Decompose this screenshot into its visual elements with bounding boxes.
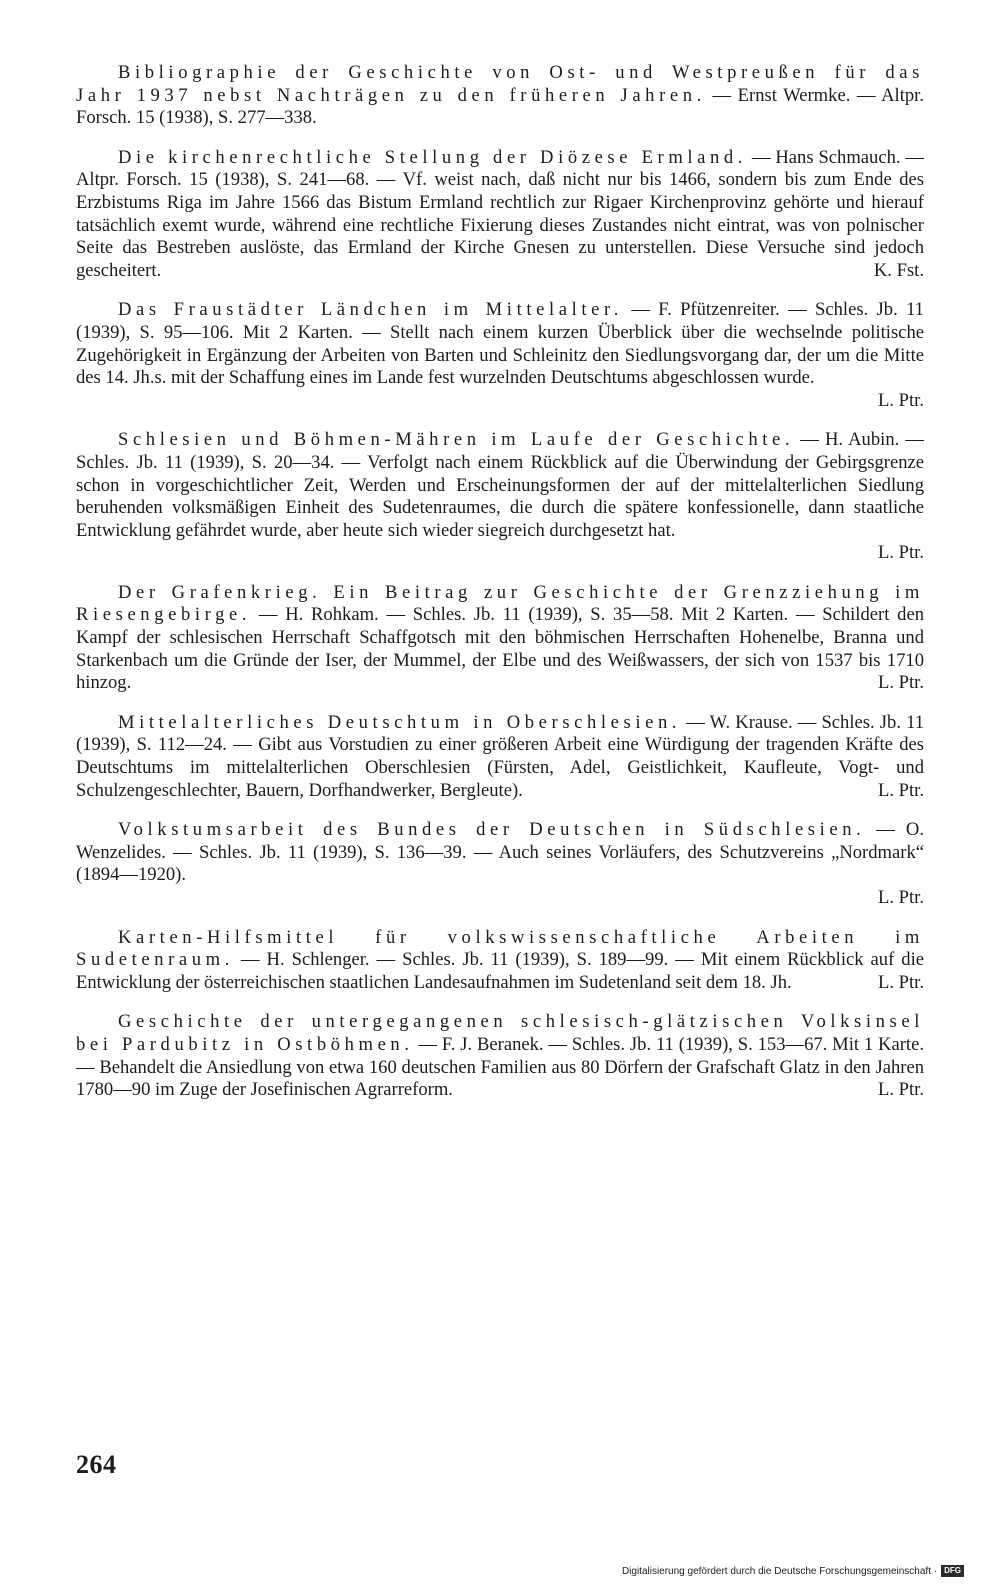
entry-title: Mittelalterliches Deutschtum in Oberschlesien. <box>118 711 682 733</box>
reviewer-initials: L. Ptr. <box>878 542 924 564</box>
entry-title: Die kirchenrechtliche Stellung der Diözese Ermland. <box>118 146 748 168</box>
page-number: 264 <box>76 1450 117 1479</box>
entry-body: — O. Wenzelides. — Schles. Jb. 11 (1939), S. 136—39. — Auch seines Vorläufers, des Schutzvereins „Nordmark“ (1894—1920). <box>76 819 924 886</box>
bibliography-entry <box>76 299 924 412</box>
bibliography-entry <box>76 712 924 802</box>
entry-title: Der Grafenkrieg. Ein Beitrag zur Geschichte der Grenzziehung im Riesengebirge. <box>76 581 924 626</box>
entry-title: Schlesien und Böhmen-Mähren im Laufe der Geschichte. <box>118 429 795 451</box>
footer-text: Digitalisierung gefördert durch die Deutsche Forschungsgemeinschaft · <box>621 1565 938 1577</box>
bibliography-entry <box>76 819 924 909</box>
reviewer-initials: L. Ptr. <box>878 1079 924 1101</box>
entry-title: Karten-Hilfsmittel für volkswissenschaftliche Arbeiten im Sudetenraum. <box>76 926 924 971</box>
entry-title: Geschichte der untergegangenen schlesisch-glätzischen Volksinsel bei Pardubitz in Ostböhmen. <box>76 1011 924 1055</box>
reviewer-initials: L. Ptr. <box>878 672 924 694</box>
entry-paragraph <box>76 819 924 887</box>
entry-body: — Hans Schmauch. — Altpr. Forsch. 15 (1938), S. 241—68. — Vf. weist nach, daß nicht nur bis 1466, sondern bis zum Ende des Erzbistums Riga im Jahre 1566 das Bistum Ermland rechtlich zur Rigaer Kirchenprovinz gehörte und hierauf tatsächlich exemt wurde, während eine rechtliche Fixierung dieses Zustandes nicht eintrat, was von polnischer Seite das Bestreben auslöste, das Ermland der Kirche Gnesen zu unterstellen. Diese Versuche sind jedoch gescheitert. <box>76 146 924 281</box>
entry-body: — H. Rohkam. — Schles. Jb. 11 (1939), S. 35—58. Mit 2 Karten. — Schildert den Kampf der schlesischen Herrschaft Schaffgotsch mit den böhmischen Herrschaften Hohenelbe, Branna und Starkenbach um die Gründe der Iser, der Mummel, der Elbe und des Weißwassers, der sich von 1537 bis 1710 hinzog. <box>76 604 924 694</box>
entry-body: — F. J. Beranek. — Schles. Jb. 11 (1939), S. 153—67. Mit 1 Karte. — Behandelt die Ansiedlung von etwa 160 deutschen Familien aus 80 Dörfern der Grafschaft Glatz in den Jahren 1780—90 im Zuge der Josefinischen Agrarreform. <box>76 1033 924 1101</box>
entry-title: Volkstumsarbeit des Bundes der Deutschen in Südschlesien. <box>118 819 866 841</box>
reviewer-initials: L. Ptr. <box>878 887 924 908</box>
page-text-column <box>76 62 924 1119</box>
entry-paragraph <box>76 712 924 802</box>
entry-paragraph <box>76 1011 924 1101</box>
entry-body: — H. Aubin. — Schles. Jb. 11 (1939), S. 20—34. — Verfolgt nach einem Rückblick auf die Überwindung der Gebirgsgrenze schon in vorgeschichtlicher Zeit, Werden und Erscheinungsformen der auf der mittelalterlichen Siedlung beruhenden volksmäßigen Einheit des Sudetenraumes, die durch die spätere konfessionelle, dann staatliche Entwicklung gefährdet wurde, aber heute sich wieder siegreich durchgesetzt hat. <box>76 429 924 541</box>
bibliography-entry <box>76 147 924 283</box>
reviewer-initials: L. Ptr. <box>878 389 924 411</box>
bibliography-entry <box>76 429 924 565</box>
entry-title: Bibliographie der Geschichte von Ost- und Westpreußen für das Jahr 1937 nebst Nachträgen zu den früheren Jahren. <box>76 62 924 106</box>
reviewer-initials: L. Ptr. <box>878 779 924 801</box>
bibliography-entry <box>76 927 924 995</box>
entry-title: Das Fraustädter Ländchen im Mittelalter. <box>118 299 623 321</box>
entry-body: — F. Pfützenreiter. — Schles. Jb. 11 (1939), S. 95—106. Mit 2 Karten. — Stellt nach einem kurzen Überblick über die wechselnde politische Zugehörigkeit in Ergänzung der Arbeiten von Barten und Schleinitz den Siedlungsvorgang dar, der um die Mitte des 14. Jh.s. mit der Schaffung eines im Lande fest wurzelnden Deutschtums abgeschlossen wurde. <box>76 299 924 389</box>
reviewer-initials: L. Ptr. <box>878 971 924 993</box>
bibliography-entry <box>76 582 924 695</box>
entry-body: — Ernst Wermke. — Altpr. Forsch. 15 (1938), S. 277—338. <box>76 84 924 129</box>
entry-paragraph <box>76 299 924 389</box>
entry-paragraph <box>76 927 924 995</box>
dfg-logo-icon: DFG <box>941 1565 964 1577</box>
entry-paragraph <box>76 147 924 283</box>
entry-paragraph <box>76 62 924 130</box>
entry-paragraph <box>76 582 924 695</box>
bibliography-entry <box>76 62 924 130</box>
reviewer-initials: K. Fst. <box>873 259 924 281</box>
entry-body: — W. Krause. — Schles. Jb. 11 (1939), S. 112—24. — Gibt aus Vorstudien zu einer größeren Arbeit eine Würdigung der tragenden Kräfte des Deutschtums im mittelalterlichen Oberschlesien (Fürsten, Adel, Geistlichkeit, Kaufleute, Vogt- und Schulzengeschlechter, Bauern, Dorfhandwerker, Bergleute). <box>76 711 924 801</box>
bibliography-entry <box>76 1011 924 1101</box>
entry-paragraph <box>76 429 924 542</box>
entry-body: — H. Schlenger. — Schles. Jb. 11 (1939), S. 189—99. — Mit einem Rückblick auf die Entwicklung der österreichischen staatlichen Landesaufnahmen im Sudetenland seit dem 18. Jh. <box>76 949 924 993</box>
digitization-footer <box>622 1565 964 1577</box>
